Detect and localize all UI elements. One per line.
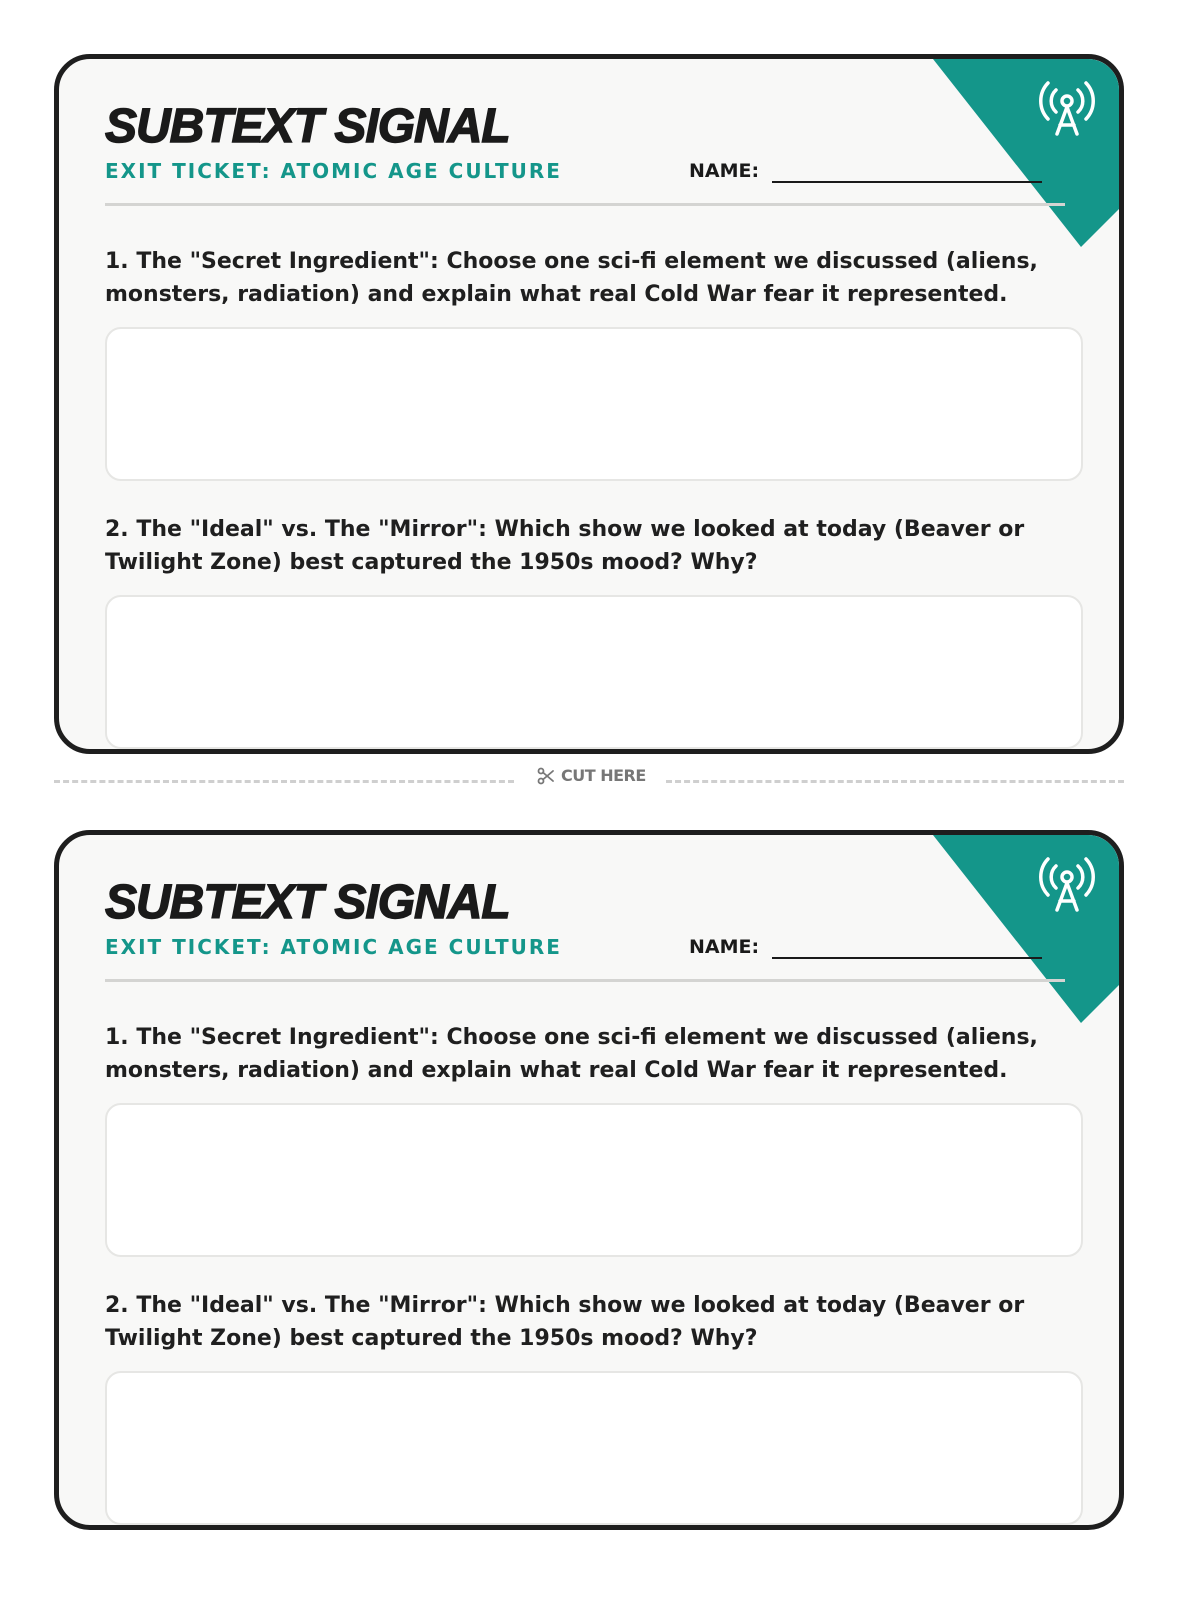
answer-box-2[interactable] (105, 1371, 1083, 1525)
cut-dash-right (666, 780, 1124, 783)
name-field[interactable] (772, 957, 1042, 959)
question-1: 1. The "Secret Ingredient": Choose one sci-fi element we discussed (aliens, monsters, radiation) and explain what real Cold War fear it represented. (105, 1025, 1038, 1083)
ticket-subtitle: EXIT TICKET: ATOMIC AGE CULTURE (105, 935, 562, 959)
cut-line (54, 766, 1124, 800)
name-field[interactable] (772, 181, 1042, 183)
cut-label (537, 766, 646, 785)
name-label: NAME: (689, 160, 760, 182)
question-2: 2. The "Ideal" vs. The "Mirror": Which show we looked at today (Beaver or Twilight Zone) best captured the 1950s mood? Why? (105, 517, 1025, 575)
corner-banner (919, 59, 1119, 259)
exit-ticket-2 (54, 830, 1124, 1530)
cut-dash-left (54, 780, 514, 783)
ticket-subtitle: EXIT TICKET: ATOMIC AGE CULTURE (105, 159, 562, 183)
corner-banner (919, 835, 1119, 1035)
question-1: 1. The "Secret Ingredient": Choose one sci-fi element we discussed (aliens, monsters, radiation) and explain what real Cold War fear it represented. (105, 249, 1038, 307)
answer-box-1[interactable] (105, 1103, 1083, 1257)
scissors-icon (537, 767, 555, 785)
question-2: 2. The "Ideal" vs. The "Mirror": Which show we looked at today (Beaver or Twilight Zone) best captured the 1950s mood? Why? (105, 1293, 1025, 1351)
answer-box-2[interactable] (105, 595, 1083, 749)
name-label: NAME: (689, 936, 760, 958)
answer-box-1[interactable] (105, 327, 1083, 481)
divider (105, 979, 1065, 982)
divider (105, 203, 1065, 206)
ticket-title: SUBTEXT SIGNAL (105, 100, 510, 153)
cut-label-text: CUT HERE (561, 766, 646, 785)
exit-ticket-1 (54, 54, 1124, 754)
ticket-title: SUBTEXT SIGNAL (105, 876, 510, 929)
